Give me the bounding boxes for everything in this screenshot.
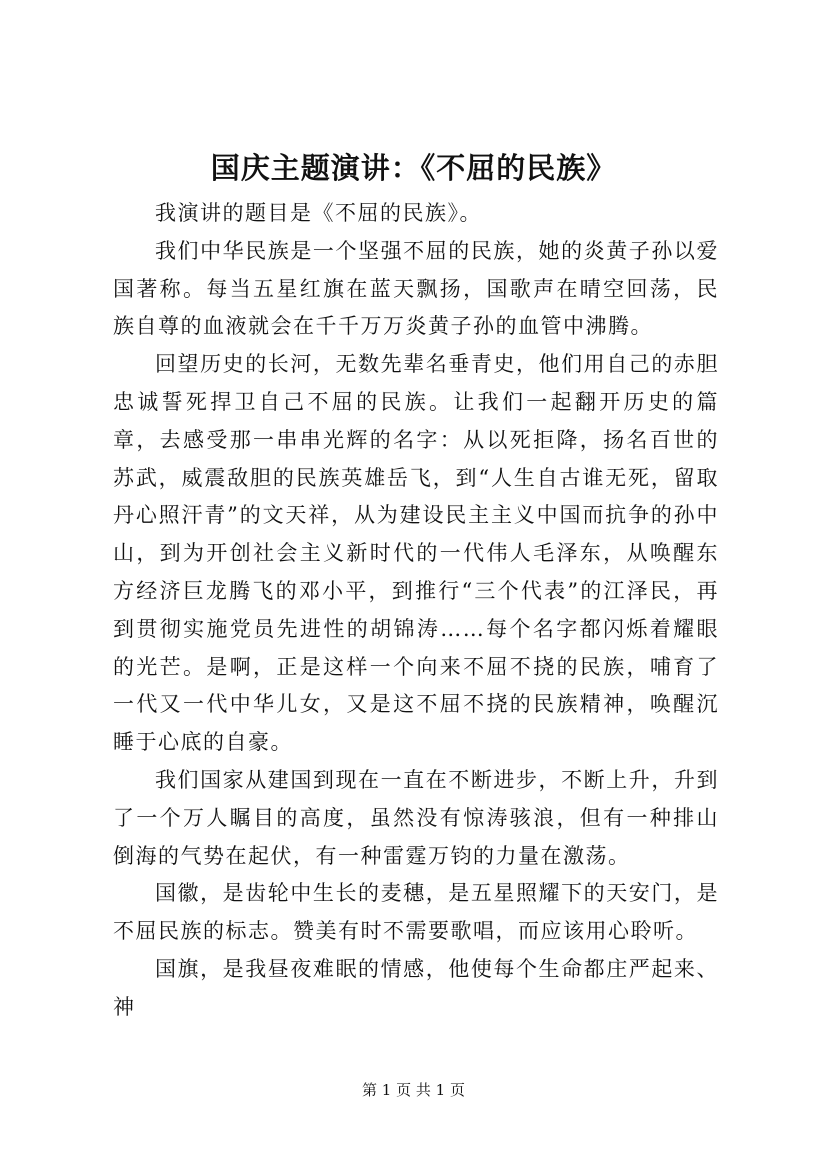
paragraph-5: 国徽，是齿轮中生长的麦穗，是五星照耀下的天安门，是不屈民族的标志。赞美有时不需要歌唱，而应该用心聆听。: [113, 881, 719, 944]
paragraph-2: 我们中华民族是一个坚强不屈的民族，她的炎黄子孙以爱国著称。每当五星红旗在蓝天飘扬，国歌声在晴空回荡，民族自尊的血液就会在千千万万炎黄子孙的血管中沸腾。: [113, 238, 719, 339]
paragraph-3: 回望历史的长河，无数先辈名垂青史，他们用自己的赤胆忠诚誓死捍卫自己不屈的民族。让我们一起翻开历史的篇章，去感受那一串串光辉的名字：从以死拒降，扬名百世的苏武，威震敌胆的民族英雄岳飞，到“人生自古谁无死，留取丹心照汗青”的文天祥，从为建设民主主义中国而抗争的孙中山，到为开创社会主义新时代的一代伟人毛泽东，从唤醒东方经济巨龙腾飞的邓小平，到推行“三个代表”的江泽民，再到贯彻实施党员先进性的胡锦涛……每个名字都闪烁着耀眼的光芒。是啊，正是这样一个向来不屈不挠的民族，哺育了一代又一代中华儿女，又是这不屈不挠的民族精神，唤醒沉睡于心底的自豪。: [113, 352, 719, 755]
paragraph-6: 国旗，是我昼夜难眠的情感，他使每个生命都庄严起来、神: [113, 956, 719, 1019]
paragraph-1: 我演讲的题目是《不屈的民族》。: [155, 201, 482, 225]
paragraph-4: 我们国家从建国到现在一直在不断进步，不断上升，升到了一个万人瞩目的高度，虽然没有惊涛骇浪，但有一种排山倒海的气势在起伏，有一种雷霆万钧的力量在激荡。: [113, 767, 719, 868]
page-title: 国庆主题演讲：《不屈的民族》: [210, 151, 617, 185]
document-body: [113, 195, 719, 1027]
page-number-footer: 第 1 页 共 1 页: [362, 1081, 465, 1099]
